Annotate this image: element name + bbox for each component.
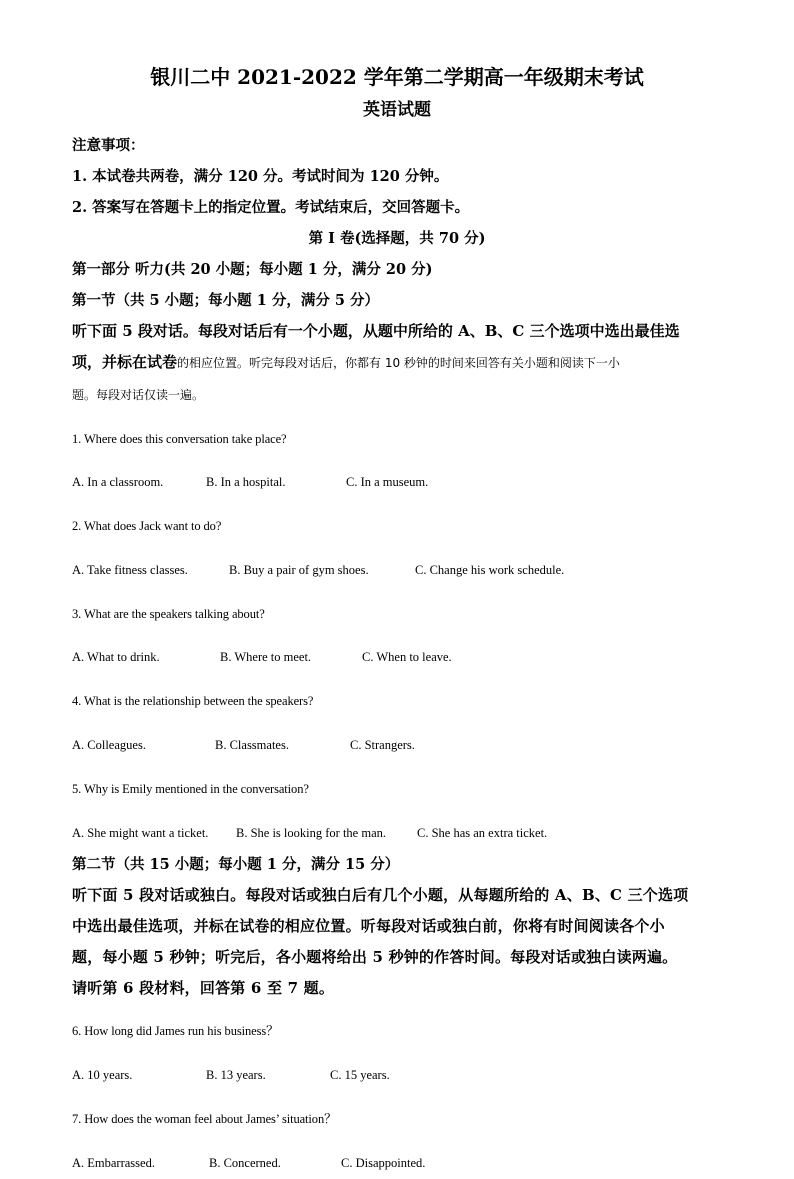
option-a: A. In a classroom. [72, 475, 164, 490]
question-text: 2. What does Jack want to do? [72, 519, 222, 534]
note-item: 1. 本试卷共两卷，满分 120 分。考试时间为 120 分钟。 [72, 168, 449, 185]
question-options [72, 1060, 722, 1091]
option-a: A. She might want a ticket. [72, 825, 209, 840]
question-options [72, 818, 722, 849]
section2-title: 第二节（共 15 小题；每小题 1 分，满分 15 分） [72, 855, 400, 873]
option-c: C. 15 years. [330, 1068, 390, 1083]
question-text: 5. Why is Emily mentioned in the conversation? [72, 781, 309, 796]
section1-instruction [72, 379, 722, 411]
exam-page [72, 62, 722, 1179]
instruction-plain: 的相应位置。听完每段对话后，你都有 10 秒钟的时间来回答有关小题和阅读下一小 [177, 356, 620, 370]
question-text: 4. What is the relationship between the speakers? [72, 694, 314, 709]
option-a: A. Take fitness classes. [72, 562, 188, 577]
option-a: A. 10 years. [72, 1068, 133, 1083]
part1-title: 第一部分 听力(共 20 小题；每小题 1 分，满分 20 分) [72, 261, 433, 278]
section2-instruction: 中选出最佳选项，并标在试卷的相应位置。听每段对话或独白前，你将有时间阅读各个小 [72, 916, 665, 935]
option-b: B. Buy a pair of gym shoes. [229, 562, 369, 577]
question-text: 7. How does the woman feel about James’ situation？ [72, 1112, 337, 1127]
section1-instruction: 听下面 5 段对话。每段对话后有一个小题，从题中所给的 A、B、C 三个选项中选出最佳选 [72, 322, 680, 340]
option-b: B. 13 years. [206, 1068, 266, 1083]
question-options [72, 1148, 722, 1179]
instruction-plain: 题。每段对话仅读一遍。 [72, 388, 205, 402]
option-a: A. Embarrassed. [72, 1155, 155, 1170]
notes-heading: 注意事项： [72, 137, 145, 154]
section1-title: 第一节（共 5 小题；每小题 1 分，满分 5 分） [72, 292, 380, 309]
section2-instruction: 听下面 5 段对话或独白。每段对话或独白后有几个小题，从每题所给的 A、B、C 三个选项 [72, 885, 689, 904]
section2-instruction: 题，每小题 5 秒钟；听完后，各小题将给出 5 秒钟的作答时间。每段对话或独白读两遍。 [72, 947, 678, 966]
option-b: B. Classmates. [215, 738, 289, 753]
option-c: C. Disappointed. [341, 1155, 426, 1170]
question-options [72, 555, 722, 586]
exam-title: 银川二中 2021-2022 学年第二学期高一年级期末考试 [150, 65, 644, 89]
question-options [72, 467, 722, 498]
section2-instruction: 请听第 6 段材料，回答第 6 至 7 题。 [72, 978, 335, 997]
option-c: C. When to leave. [362, 650, 452, 665]
volume-title: 第 I 卷(选择题，共 70 分) [308, 230, 486, 247]
option-c: C. In a museum. [346, 475, 429, 490]
option-c: C. She has an extra ticket. [417, 825, 548, 840]
note-item: 2. 答案写在答题卡上的指定位置。考试结束后，交回答题卡。 [72, 199, 470, 216]
question-text: 3. What are the speakers talking about? [72, 606, 265, 621]
instruction-bold: 项，并标在试卷 [72, 353, 178, 371]
option-b: B. In a hospital. [206, 475, 286, 490]
option-a: A. Colleagues. [72, 738, 146, 753]
question-options [72, 730, 722, 761]
question-options [72, 642, 722, 673]
option-b: B. Where to meet. [220, 650, 312, 665]
question-text: 1. Where does this conversation take place? [72, 431, 287, 446]
option-b: B. She is looking for the man. [236, 825, 386, 840]
option-c: C. Strangers. [350, 738, 415, 753]
option-a: A. What to drink. [72, 650, 160, 665]
section1-instruction [72, 347, 722, 379]
option-c: C. Change his work schedule. [415, 562, 565, 577]
exam-subtitle: 英语试题 [363, 100, 431, 120]
question-text: 6. How long did James run his business？ [72, 1024, 279, 1039]
option-b: B. Concerned. [209, 1155, 281, 1170]
